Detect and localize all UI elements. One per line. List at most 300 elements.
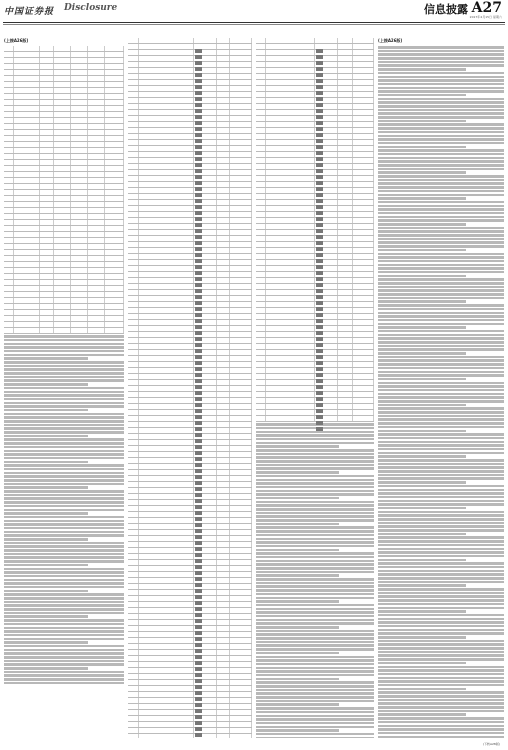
table-cell [230, 482, 252, 487]
table-cell [54, 118, 71, 123]
table-cell [40, 76, 55, 81]
text-line [4, 545, 124, 548]
table-cell [128, 482, 139, 487]
text-line [378, 352, 466, 355]
table-cell [338, 284, 353, 289]
table-cell [88, 322, 105, 327]
table-cell [266, 302, 314, 307]
text-line [256, 549, 339, 552]
text-line [4, 350, 124, 353]
table-cell [256, 212, 266, 217]
table-cell [14, 274, 40, 279]
table-cell [194, 68, 216, 73]
table-cell [128, 626, 139, 631]
table-cell [338, 356, 353, 361]
table-cell [128, 476, 139, 481]
table-cell [194, 386, 216, 391]
table-cell [14, 88, 40, 93]
table-cell [4, 196, 14, 201]
table-cell [40, 214, 55, 219]
table-cell [217, 308, 230, 313]
table-cell [230, 686, 252, 691]
text-line [256, 486, 374, 489]
table-cell [194, 458, 216, 463]
table-cell [54, 64, 71, 69]
table-cell [315, 266, 339, 271]
table-cell [194, 512, 216, 517]
table-cell [4, 268, 14, 273]
table-cell [139, 524, 195, 529]
table-cell [194, 122, 216, 127]
table-cell [54, 310, 71, 315]
column-4-text [378, 46, 504, 738]
table-cell [139, 554, 195, 559]
table-cell [139, 110, 195, 115]
text-line [4, 523, 124, 526]
table-cell [266, 104, 314, 109]
table-cell [194, 446, 216, 451]
text-line [4, 435, 88, 438]
table-cell [315, 236, 339, 241]
text-line [378, 238, 504, 241]
table-cell [128, 344, 139, 349]
text-line [256, 608, 374, 611]
table-cell [194, 518, 216, 523]
table-cell [217, 266, 230, 271]
table-cell [217, 200, 230, 205]
table-cell [353, 194, 374, 199]
continued-note: (下转A28版) [482, 742, 500, 746]
table-cell [353, 338, 374, 343]
text-line [378, 492, 504, 495]
table-cell [139, 368, 195, 373]
table-cell [40, 82, 55, 87]
table-cell [230, 728, 252, 733]
text-line [378, 146, 466, 149]
table-cell [54, 130, 71, 135]
table-cell [315, 356, 339, 361]
text-line [256, 648, 374, 651]
table-cell [338, 218, 353, 223]
table-cell [194, 236, 216, 241]
table-cell [256, 392, 266, 397]
text-line [378, 562, 504, 565]
table-cell [40, 208, 55, 213]
text-line [4, 663, 124, 666]
table-cell [54, 136, 71, 141]
table-cell [14, 316, 40, 321]
table-cell [105, 202, 124, 207]
text-line [256, 633, 374, 636]
table-cell [230, 674, 252, 679]
table-cell [230, 488, 252, 493]
text-line [378, 566, 504, 569]
table-cell [88, 250, 105, 255]
table-cell [230, 476, 252, 481]
text-line [378, 573, 504, 576]
table-cell [230, 710, 252, 715]
text-line [378, 264, 504, 267]
table-cell [128, 704, 139, 709]
table-cell [217, 86, 230, 91]
table-cell [217, 44, 230, 49]
table-cell [256, 248, 266, 253]
table-cell [353, 200, 374, 205]
table-cell [266, 122, 314, 127]
table-cell [338, 416, 353, 421]
table-cell [139, 434, 195, 439]
table-cell [4, 220, 14, 225]
table-cell [194, 674, 216, 679]
table-cell [105, 178, 124, 183]
table-cell [128, 338, 139, 343]
table-cell [353, 308, 374, 313]
table-cell [105, 64, 124, 69]
table-cell [14, 280, 40, 285]
table-cell [315, 98, 339, 103]
table-cell [353, 254, 374, 259]
table-cell [139, 728, 195, 733]
text-line [256, 563, 374, 566]
table-cell [315, 206, 339, 211]
table-cell [71, 226, 88, 231]
table-cell [266, 290, 314, 295]
table-cell [71, 106, 88, 111]
text-line [4, 645, 124, 648]
table-cell [230, 152, 252, 157]
table-cell [88, 82, 105, 87]
text-line [256, 737, 374, 738]
text-line [4, 346, 124, 349]
table-cell [40, 148, 55, 153]
table-cell [88, 52, 105, 57]
text-line [378, 109, 504, 112]
table-cell [338, 134, 353, 139]
table-cell [139, 488, 195, 493]
table-cell [217, 614, 230, 619]
text-line [378, 79, 504, 82]
table-cell [230, 680, 252, 685]
table-cell [315, 86, 339, 91]
table-cell [256, 116, 266, 121]
table-cell [230, 212, 252, 217]
text-line [4, 483, 124, 486]
table-cell [4, 250, 14, 255]
table-cell [4, 244, 14, 249]
table-cell [194, 188, 216, 193]
text-line [378, 164, 504, 167]
table-cell [315, 122, 339, 127]
table-cell [71, 160, 88, 165]
table-cell [128, 254, 139, 259]
table-cell [128, 98, 139, 103]
text-line [378, 651, 504, 654]
table-cell [217, 488, 230, 493]
table-cell [194, 632, 216, 637]
text-line [378, 171, 466, 174]
text-line [256, 574, 339, 577]
table-cell [266, 38, 314, 43]
table-cell [217, 164, 230, 169]
table-cell [71, 322, 88, 327]
text-line [256, 497, 339, 500]
table-cell [266, 248, 314, 253]
text-line [378, 713, 466, 716]
text-line [378, 525, 504, 528]
table-cell [315, 92, 339, 97]
table-cell [194, 614, 216, 619]
table-cell [194, 56, 216, 61]
table-cell [230, 224, 252, 229]
table-cell [217, 554, 230, 559]
table-cell [194, 134, 216, 139]
table-cell [54, 262, 71, 267]
table-cell [14, 106, 40, 111]
table-cell [315, 314, 339, 319]
table-cell [88, 304, 105, 309]
table-cell [139, 404, 195, 409]
table-cell [4, 88, 14, 93]
table-cell [194, 332, 216, 337]
text-line [378, 666, 504, 669]
table-cell [88, 100, 105, 105]
table-cell [338, 74, 353, 79]
table-cell [194, 524, 216, 529]
table-cell [338, 290, 353, 295]
table-cell [139, 668, 195, 673]
table-cell [266, 200, 314, 205]
table-cell [194, 572, 216, 577]
column-4 [378, 38, 504, 738]
table-cell [353, 86, 374, 91]
text-line [4, 446, 124, 449]
text-line [378, 559, 466, 562]
table-cell [194, 38, 216, 43]
text-line [378, 470, 504, 473]
text-line [256, 560, 374, 563]
table-cell [71, 46, 88, 51]
table-cell [128, 296, 139, 301]
table-cell [105, 88, 124, 93]
table-cell [40, 160, 55, 165]
table-cell [139, 566, 195, 571]
text-line [4, 586, 124, 589]
table-cell [88, 70, 105, 75]
table-cell [315, 224, 339, 229]
table-cell [230, 140, 252, 145]
table-cell [266, 362, 314, 367]
text-line [4, 534, 124, 537]
text-line [256, 611, 374, 614]
table-cell [256, 146, 266, 151]
text-line [256, 726, 374, 729]
table-cell [139, 248, 195, 253]
text-line [4, 678, 124, 681]
table-cell [338, 314, 353, 319]
table-cell [353, 44, 374, 49]
table-cell [194, 452, 216, 457]
table-cell [217, 278, 230, 283]
table-cell [14, 256, 40, 261]
table-cell [230, 80, 252, 85]
text-line [256, 707, 374, 710]
table-cell [128, 446, 139, 451]
text-line [378, 131, 504, 134]
table-cell [139, 464, 195, 469]
table-cell [353, 182, 374, 187]
table-cell [4, 304, 14, 309]
table-cell [315, 362, 339, 367]
table-cell [40, 46, 55, 51]
table-cell [266, 176, 314, 181]
text-line [256, 460, 374, 463]
table-cell [128, 224, 139, 229]
table-cell [139, 440, 195, 445]
table-cell [4, 70, 14, 75]
table-cell [217, 56, 230, 61]
section-title: 信息披露 [424, 3, 468, 16]
table-cell [40, 142, 55, 147]
table-cell [256, 170, 266, 175]
table-cell [128, 464, 139, 469]
table-cell [194, 428, 216, 433]
text-line [256, 622, 374, 625]
column-3-text [256, 423, 374, 738]
table-cell [139, 422, 195, 427]
text-line [378, 312, 504, 315]
table-cell [128, 458, 139, 463]
table-cell [88, 58, 105, 63]
table-cell [230, 620, 252, 625]
text-line [378, 120, 466, 123]
table-cell [139, 338, 195, 343]
text-line [4, 361, 124, 364]
table-cell [194, 620, 216, 625]
table-cell [194, 560, 216, 565]
table-cell [315, 152, 339, 157]
table-cell [266, 404, 314, 409]
table-cell [194, 314, 216, 319]
table-cell [315, 254, 339, 259]
table-cell [71, 154, 88, 159]
table-cell [71, 220, 88, 225]
text-line [256, 493, 374, 496]
table-cell [230, 734, 252, 738]
text-line [4, 579, 124, 582]
text-line [378, 533, 466, 536]
table-cell [54, 208, 71, 213]
table-cell [194, 506, 216, 511]
table-cell [105, 190, 124, 195]
table-cell [194, 212, 216, 217]
table-cell [105, 286, 124, 291]
text-line [378, 426, 504, 429]
table-cell [230, 254, 252, 259]
table-cell [256, 230, 266, 235]
table-cell [266, 140, 314, 145]
table-cell [4, 94, 14, 99]
table-cell [40, 94, 55, 99]
table-cell [14, 226, 40, 231]
text-line [4, 402, 124, 405]
table-cell [230, 128, 252, 133]
table-cell [40, 190, 55, 195]
table-cell [128, 260, 139, 265]
table-cell [105, 214, 124, 219]
table-cell [105, 232, 124, 237]
table-cell [128, 488, 139, 493]
table-cell [71, 178, 88, 183]
table-cell [71, 262, 88, 267]
table-cell [128, 662, 139, 667]
table-cell [139, 494, 195, 499]
table-cell [194, 308, 216, 313]
table-cell [71, 286, 88, 291]
table-cell [338, 56, 353, 61]
table-cell [4, 184, 14, 189]
table-cell [139, 134, 195, 139]
table-cell [71, 112, 88, 117]
table-cell [88, 310, 105, 315]
table-cell [128, 500, 139, 505]
table-cell [194, 692, 216, 697]
table-cell [105, 112, 124, 117]
table-cell [230, 530, 252, 535]
table-cell [40, 238, 55, 243]
table-cell [256, 158, 266, 163]
table-cell [88, 196, 105, 201]
text-line [4, 464, 124, 467]
text-line [378, 201, 504, 204]
table-cell [54, 148, 71, 153]
table-cell [256, 314, 266, 319]
text-line [378, 643, 504, 646]
text-line [378, 345, 504, 348]
table-cell [54, 298, 71, 303]
table-cell [40, 52, 55, 57]
text-line [378, 437, 504, 440]
table-cell [4, 100, 14, 105]
table-cell [14, 202, 40, 207]
table-cell [4, 256, 14, 261]
table-cell [315, 38, 339, 43]
table-cell [88, 244, 105, 249]
table-cell [194, 416, 216, 421]
table-cell [338, 128, 353, 133]
table-cell [139, 590, 195, 595]
table-cell [139, 224, 195, 229]
table-cell [54, 214, 71, 219]
text-line [378, 500, 504, 503]
text-line [378, 194, 504, 197]
table-cell [4, 112, 14, 117]
table-cell [194, 626, 216, 631]
table-cell [128, 422, 139, 427]
table-cell [14, 214, 40, 219]
table-cell [353, 410, 374, 415]
text-line [4, 604, 124, 607]
table-cell [338, 80, 353, 85]
text-line [4, 450, 124, 453]
table-cell [353, 98, 374, 103]
table-cell [194, 686, 216, 691]
table-cell [217, 680, 230, 685]
text-line [378, 205, 504, 208]
table-cell [128, 332, 139, 337]
table-cell [139, 476, 195, 481]
table-cell [40, 232, 55, 237]
table-cell [256, 182, 266, 187]
